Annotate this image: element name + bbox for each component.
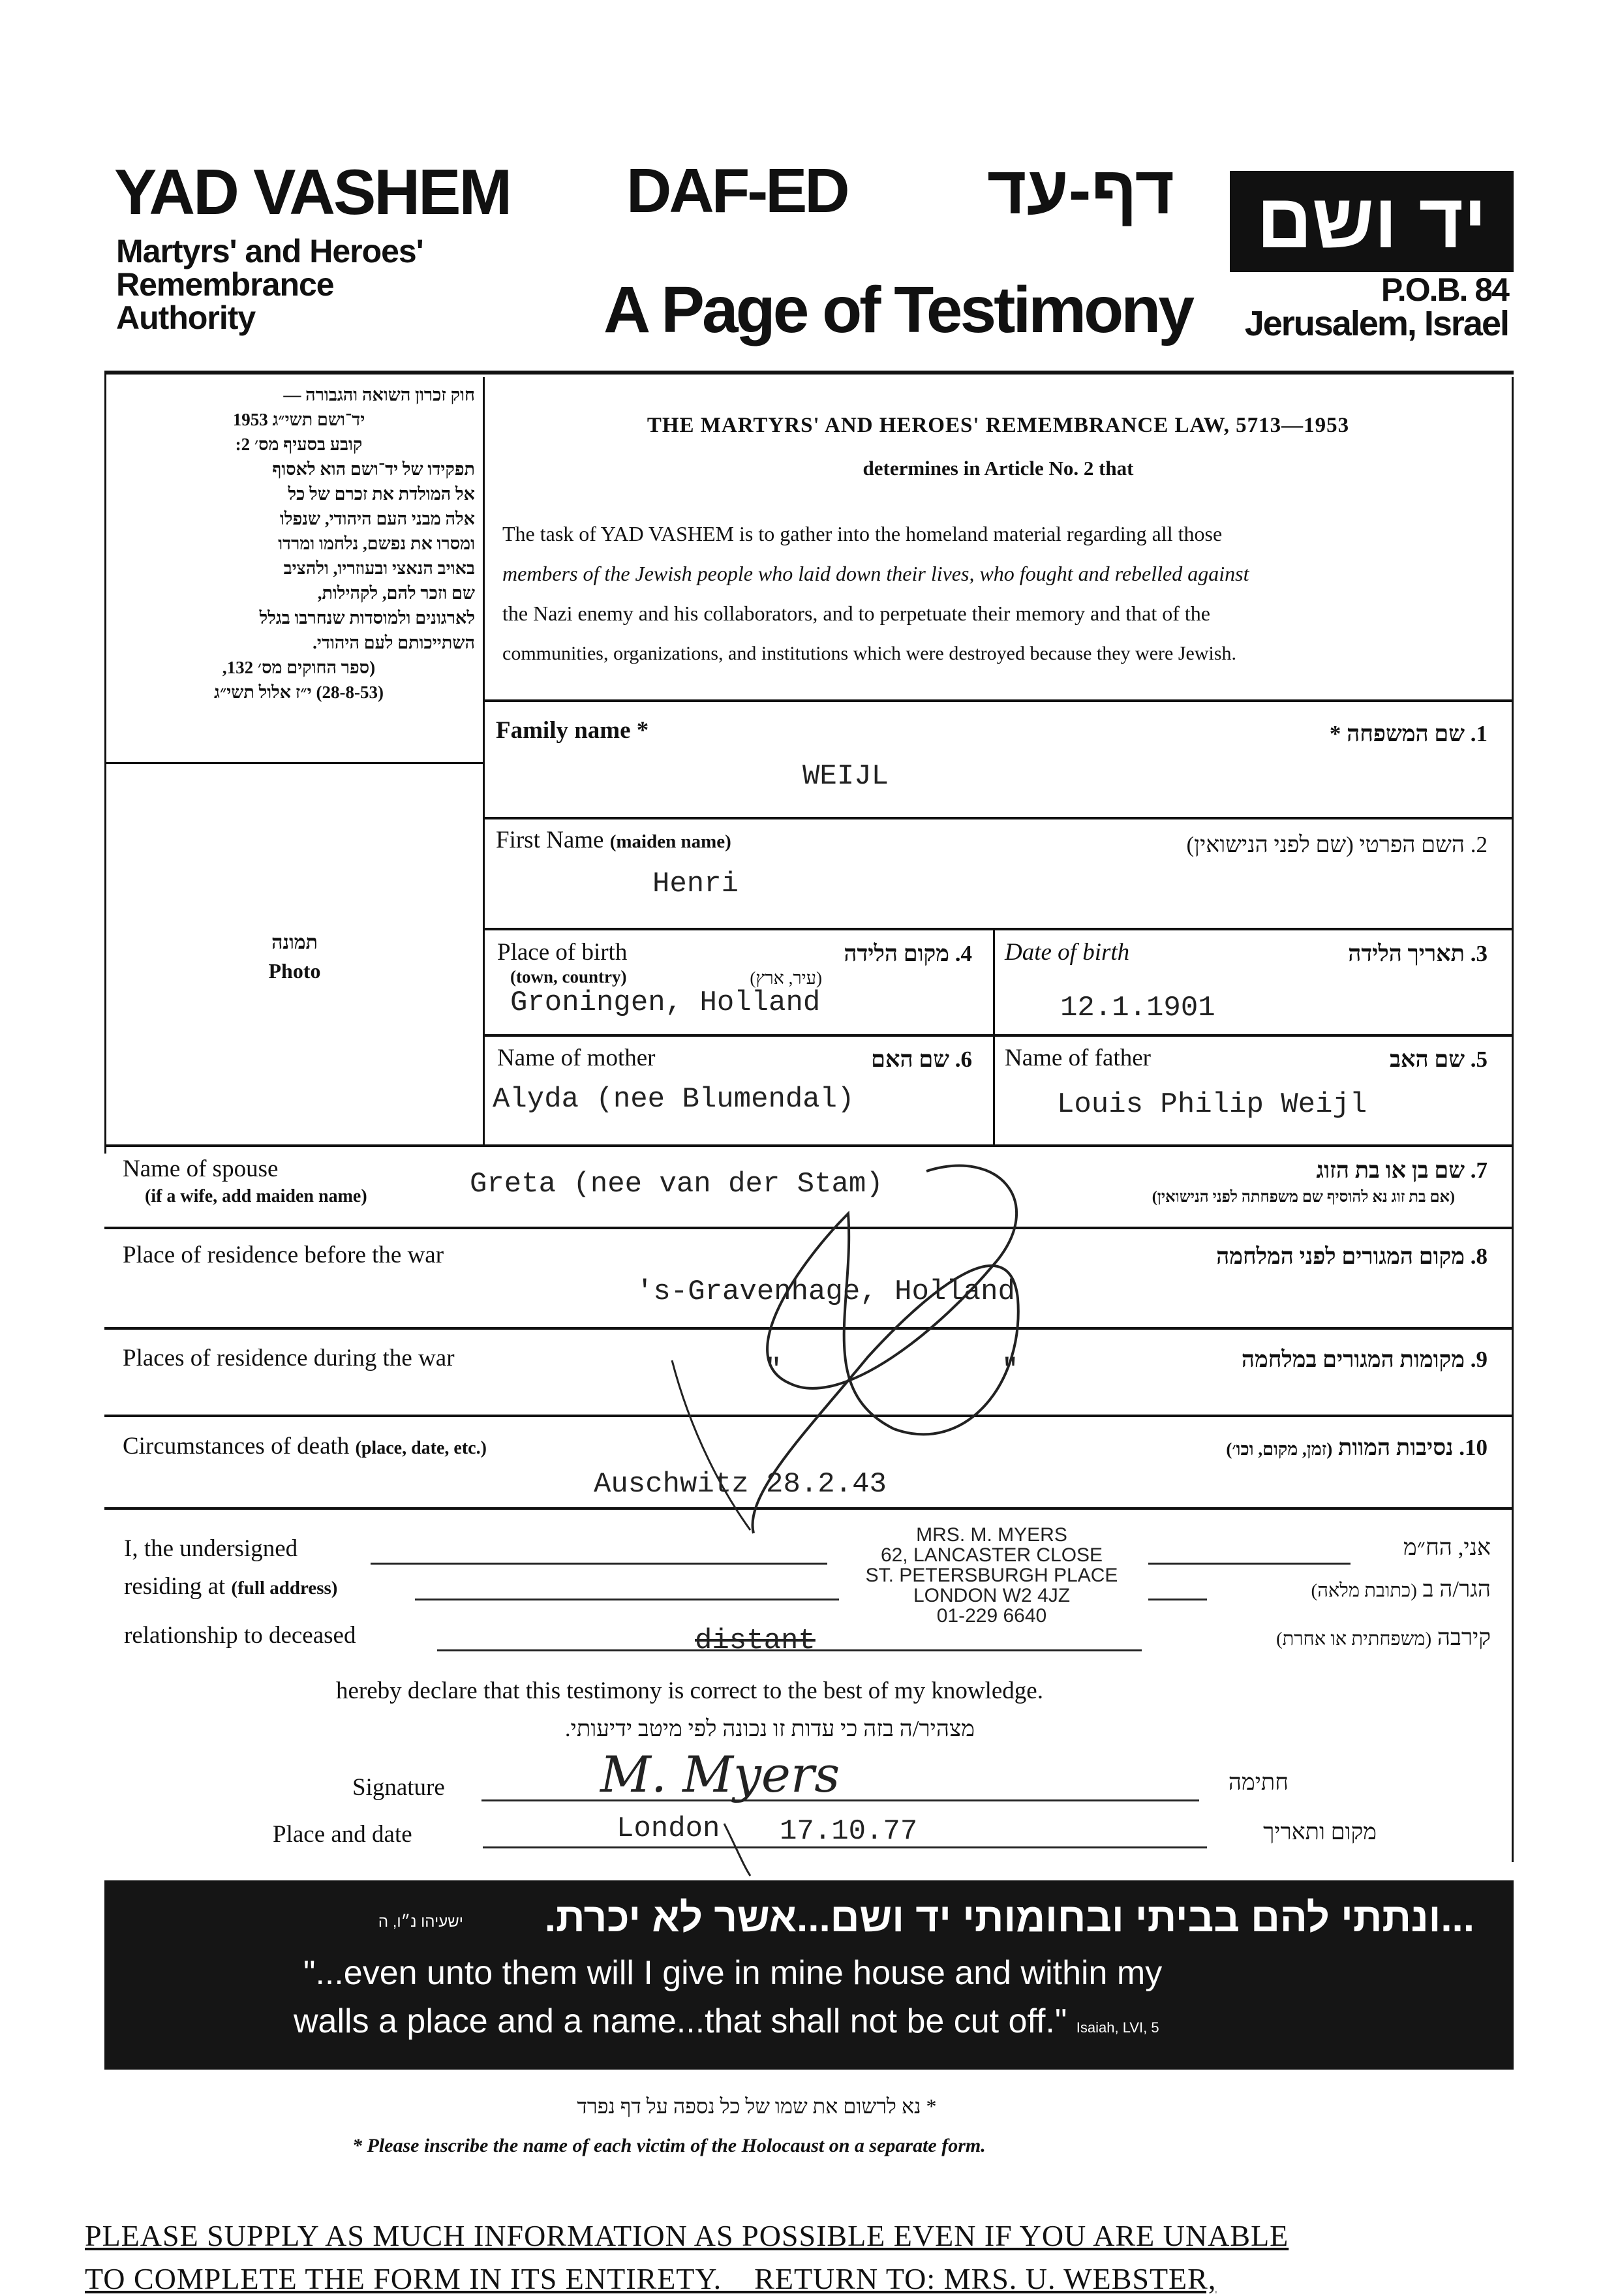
circumstances-label-text: Circumstances of death [123, 1433, 350, 1460]
undersigned-label: I, the undersigned [124, 1535, 298, 1562]
org-subtitle-line: Martyrs' and Heroes' [116, 233, 423, 269]
pob-address: P.O.B. 84 [1381, 271, 1508, 308]
date-of-birth-label: Date of birth [1005, 939, 1130, 966]
circumstances-hebrew [979, 1435, 1488, 1461]
mother-name-hebrew: 6. שם האם [871, 1047, 972, 1072]
scribble-stroke [672, 1360, 750, 1530]
place-of-birth-hebrew: 4. מקום הלידה [844, 941, 972, 966]
sidebar-law-line: יד־ושם תשי״ג 1953 [232, 410, 365, 429]
sidebar-divider [483, 377, 485, 1146]
family-name-hebrew: 1. שם המשפחה * [1329, 721, 1488, 746]
bottom-note-line: PLEASE SUPPLY AS MUCH INFORMATION AS POSSIBLE EVEN IF YOU ARE UNABLE [85, 2219, 1289, 2252]
family-name-label: Family name * [496, 717, 649, 744]
declaration-statement: hereby declare that this testimony is correct to the best of my knowledge. [336, 1677, 1043, 1704]
quote-banner [104, 1880, 1514, 2070]
law-body-line: The task of YAD VASHEM is to gather into the homeland material regarding all those [502, 522, 1223, 545]
banner-english-line: "...even unto them will I give in mine house and within my [303, 1954, 1163, 1992]
place-of-birth-value[interactable]: Groningen, Holland [510, 987, 821, 1019]
signature-label: Signature [352, 1774, 445, 1801]
logo-hebrew-text: יד ושם [1257, 178, 1487, 264]
place-value[interactable]: London [617, 1813, 720, 1845]
stamp-line: 01-229 6640 [936, 1605, 1047, 1627]
field-column-divider [993, 929, 995, 1146]
photo-label-hebrew: תמונה [271, 932, 318, 953]
residing-hebrew-text: הגר/ה ב [1422, 1576, 1491, 1602]
signature-value[interactable]: M. Myers [600, 1745, 840, 1803]
relationship-hebrew-text: קירבה [1437, 1625, 1491, 1650]
circumstances-value[interactable]: Auschwitz 28.2.43 [594, 1468, 887, 1501]
place-of-birth-label: Place of birth [497, 939, 628, 966]
field-rule-wide [104, 1144, 1514, 1147]
photo-label: Photo [268, 959, 321, 983]
residence-during-ditto[interactable]: " [1001, 1354, 1019, 1386]
spouse-value[interactable]: Greta (nee van der Stam) [470, 1168, 883, 1201]
spouse-label: Name of spouse [123, 1156, 279, 1182]
first-name-value[interactable]: Henri [652, 868, 739, 900]
sidebar-law-line: ומסרו את נפשם, נלחמו ומרדו [278, 534, 475, 553]
sidebar-law-line: אלה מבני העם היהודי, שנפלו [279, 509, 475, 528]
sidebar-law-line: השתייכותם לעם היהודי. [313, 633, 475, 652]
field-rule-wide [104, 1507, 1514, 1510]
sidebar-citation: (ספר החוקים מס׳ 132, [222, 658, 376, 677]
address-stamp [842, 1523, 1142, 1629]
residence-during-hebrew: 9. מקומות המגורים במלחמה [1241, 1347, 1488, 1372]
spouse-hebrew-note: (אם בת זוג נא להוסיף שם משפחתה לפני הנישואין) [1152, 1189, 1455, 1206]
spouse-label-note: (if a wife, add maiden name) [145, 1186, 367, 1206]
law-box-bottom [483, 699, 1514, 702]
undersigned-line [371, 1563, 827, 1565]
sidebar-law-line: לארגונים ולמוסדות שנחרבו בגלל [259, 608, 475, 628]
residing-hebrew-note: (כתובת מלאה) [1311, 1580, 1417, 1601]
bottom-note-line: TO COMPLETE THE FORM IN ITS ENTIRETY. RETURN TO: MRS. U. WEBSTER, [85, 2262, 1217, 2295]
first-name-label [496, 826, 731, 854]
stamp-line: ST. PETERSBURGH PLACE [865, 1565, 1118, 1586]
father-name-label: Name of father [1005, 1045, 1151, 1071]
law-subtitle: determines in Article No. 2 that [862, 457, 1134, 480]
first-name-hebrew: 2. השם הפרטי (שם לפני הנישואין) [1186, 832, 1488, 857]
banner-english-ref: Isaiah, LVI, 5 [1076, 2019, 1159, 2036]
date-of-birth-hebrew: 3. תאריך הלידה [1348, 941, 1488, 966]
field-rule-wide [104, 1327, 1514, 1330]
org-subtitle [116, 235, 423, 335]
org-subtitle-line: Remembrance [116, 266, 334, 303]
daf-ed-hebrew: דף-עד [986, 153, 1174, 228]
banner-hebrew: ...ונתתי להם בביתי ובחומותי יד ושם...אשר לא יכרת. [544, 1895, 1474, 1940]
law-body-line: communities, organizations, and institutions which were destroyed because they were Jewish. [502, 643, 1236, 664]
sidebar-law-line: קובע בסעיף מס׳ 2: [235, 435, 363, 454]
first-name-label-note: (maiden name) [609, 831, 731, 852]
place-of-birth-note: (town, country) [510, 967, 627, 987]
circumstances-hebrew-note: (זמן, מקום, וכו׳) [1226, 1439, 1333, 1459]
field-rule [483, 1034, 1514, 1037]
sidebar-law-hebrew [123, 382, 475, 705]
banner-english-text: walls a place and a name...that shall not be cut off." [294, 2002, 1067, 2040]
place-date-label: Place and date [273, 1821, 412, 1848]
first-name-label-text: First Name [496, 827, 604, 853]
place-date-hebrew: מקום ותאריך [1263, 1819, 1377, 1844]
law-body-line: the Nazi enemy and his collaborators, and to perpetuate their memory and that of the [502, 602, 1210, 625]
signature-line [481, 1799, 1199, 1801]
yad-vashem-logo [1230, 171, 1514, 272]
undersigned-line [1148, 1563, 1351, 1565]
family-name-value[interactable]: WEIJL [802, 760, 889, 793]
org-subtitle-line: Authority [116, 299, 256, 336]
form-right-rule [1512, 377, 1514, 1862]
residence-before-hebrew: 8. מקום המגורים לפני המלחמה [1216, 1244, 1488, 1269]
mother-name-label: Name of mother [497, 1045, 656, 1071]
signature-hebrew: חתימה [1228, 1769, 1289, 1795]
sidebar-separator [106, 762, 483, 764]
residing-line [415, 1599, 839, 1600]
form-top-rule [104, 371, 1514, 375]
residing-line [1148, 1599, 1207, 1600]
sidebar-law-line: שם וזכר להם, לקהילות, [317, 583, 475, 603]
sidebar-law-line: תפקידו של יד־ושם הוא לאסוף [272, 459, 475, 479]
residence-before-label: Place of residence before the war [123, 1242, 444, 1268]
spouse-hebrew: 7. שם בן או בת הזוג [1316, 1157, 1488, 1183]
stamp-line: 62, LANCASTER CLOSE [880, 1544, 1103, 1566]
footnote-english: * Please inscribe the name of each victim of the Holocaust on a separate form. [352, 2135, 986, 2156]
mother-name-value[interactable]: Alyda (nee Blumendal) [493, 1083, 855, 1116]
footnote-hebrew: * נא לרשום את שמו של כל נספה על דף נפרד [577, 2094, 937, 2118]
sidebar-law-line: אל המולדת את זכרם של כל [288, 484, 475, 504]
circumstances-label-note: (place, date, etc.) [355, 1438, 487, 1458]
place-of-birth-hebrew-note: (עיר, ארץ) [750, 968, 822, 988]
father-name-hebrew: 5. שם האב [1390, 1047, 1488, 1072]
date-value[interactable]: 17.10.77 [780, 1815, 918, 1848]
banner-hebrew-ref: ישעיהו נ״ו, ה [378, 1913, 463, 1931]
field-rule [483, 817, 1514, 819]
residing-hebrew [1214, 1576, 1491, 1602]
relationship-value[interactable]: distant [695, 1625, 816, 1657]
relationship-hebrew [1168, 1625, 1491, 1651]
law-title: THE MARTYRS' AND HEROES' REMEMBRANCE LAW, 5713—1953 [647, 414, 1350, 437]
stamp-line: MRS. M. MYERS [916, 1524, 1067, 1546]
scribble-stroke [724, 1824, 750, 1876]
declaration-statement-hebrew: מצהיר/ה בזה כי עדות זו נכונה לפי מיטב ידיעותי. [564, 1716, 975, 1741]
city-address: Jerusalem, Israel [1244, 304, 1508, 343]
law-body [502, 514, 1494, 673]
residing-label-text: residing at [124, 1573, 226, 1600]
father-name-value[interactable]: Louis Philip Weijl [1057, 1088, 1367, 1121]
circumstances-label [123, 1432, 487, 1460]
residence-during-ditto[interactable]: " [765, 1354, 782, 1386]
residing-label-note: (full address) [231, 1578, 338, 1599]
residence-during-label: Places of residence during the war [123, 1345, 455, 1371]
page-title: A Page of Testimony [603, 273, 1192, 346]
field-rule-wide [104, 1227, 1514, 1229]
sidebar-citation: (28-8-53) י״ז אלול תשי״ג [214, 682, 384, 702]
relationship-label: relationship to deceased [124, 1622, 356, 1649]
date-of-birth-value[interactable]: 12.1.1901 [1060, 992, 1215, 1024]
circumstances-hebrew-text: 10. נסיבות המוות [1337, 1435, 1488, 1460]
law-body-line: members of the Jewish people who laid down their lives, who fought and rebelled against [502, 562, 1249, 585]
undersigned-hebrew: אני, הח״מ [1403, 1535, 1491, 1560]
sidebar-law-line: חוק זכרון השואה והגבורה — [283, 385, 475, 405]
sidebar-law-line: באויב הנאצי ובעוזריו, ולהציב [283, 559, 475, 578]
daf-ed-title: DAF-ED [626, 156, 847, 226]
field-rule-wide [104, 1415, 1514, 1417]
banner-english-line [294, 2002, 1159, 2041]
relationship-hebrew-note: (משפחתית או אחרת) [1275, 1629, 1432, 1649]
field-rule [483, 928, 1514, 930]
residence-before-value[interactable]: 's-Gravenhage, Holland [636, 1276, 1015, 1308]
org-name: YAD VASHEM [114, 156, 511, 228]
residing-label [124, 1572, 337, 1600]
stamp-line: LONDON W2 4JZ [913, 1585, 1071, 1606]
